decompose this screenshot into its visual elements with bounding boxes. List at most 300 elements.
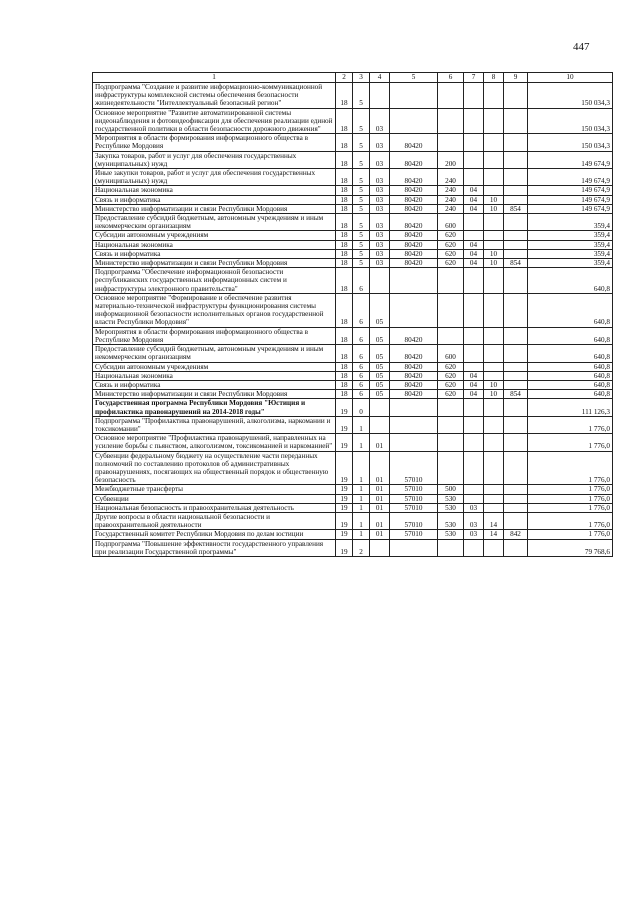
row-code-cell: 03 bbox=[370, 169, 390, 186]
row-code-cell: 04 bbox=[464, 186, 484, 195]
row-code-cell: 6 bbox=[353, 293, 370, 327]
row-code-cell: 80420 bbox=[390, 134, 438, 151]
row-code-cell: 854 bbox=[504, 390, 528, 399]
row-name-cell: Основное мероприятие "Профилактика правонарушений, направленных на усиление борьбы с пьянством, алкоголизмом, токсикоманией и наркоманией" bbox=[93, 434, 336, 451]
row-code-cell: 5 bbox=[353, 204, 370, 213]
row-code-cell: 80420 bbox=[390, 390, 438, 399]
row-code-cell bbox=[484, 108, 504, 134]
row-code-cell bbox=[464, 345, 484, 362]
row-code-cell bbox=[484, 434, 504, 451]
row-name-cell: Национальная экономика bbox=[93, 240, 336, 249]
row-code-cell bbox=[504, 151, 528, 168]
row-code-cell: 14 bbox=[484, 530, 504, 539]
row-name-cell: Предоставление субсидий бюджетным, автономным учреждениям и иным некоммерческим организациям bbox=[93, 214, 336, 231]
row-code-cell: 01 bbox=[370, 530, 390, 539]
row-code-cell: 05 bbox=[370, 293, 390, 327]
row-name-cell: Министерство информатизации и связи Республики Мордовия bbox=[93, 204, 336, 213]
row-code-cell: 14 bbox=[484, 512, 504, 529]
row-code-cell: 04 bbox=[464, 195, 484, 204]
row-name-cell: Закупка товаров, работ и услуг для обеспечения государственных (муниципальных) нужд bbox=[93, 151, 336, 168]
row-code-cell: 18 bbox=[336, 362, 353, 371]
row-amount-cell: 640,8 bbox=[528, 345, 613, 362]
row-code-cell: 80420 bbox=[390, 249, 438, 258]
row-code-cell: 57010 bbox=[390, 451, 438, 485]
table-row bbox=[93, 380, 613, 389]
row-code-cell bbox=[504, 231, 528, 240]
row-code-cell: 1 bbox=[353, 434, 370, 451]
column-header: 6 bbox=[438, 73, 464, 83]
row-name-cell: Субсидии автономным учреждениям bbox=[93, 231, 336, 240]
row-code-cell: 18 bbox=[336, 186, 353, 195]
row-code-cell: 19 bbox=[336, 530, 353, 539]
row-code-cell bbox=[464, 494, 484, 503]
row-code-cell bbox=[390, 268, 438, 294]
row-code-cell: 18 bbox=[336, 249, 353, 258]
row-code-cell: 19 bbox=[336, 485, 353, 494]
row-code-cell: 18 bbox=[336, 108, 353, 134]
table-row bbox=[93, 362, 613, 371]
row-code-cell bbox=[484, 231, 504, 240]
row-code-cell: 19 bbox=[336, 494, 353, 503]
row-amount-cell: 149 674,9 bbox=[528, 186, 613, 195]
budget-table bbox=[92, 72, 613, 557]
row-code-cell: 80420 bbox=[390, 151, 438, 168]
row-code-cell: 6 bbox=[353, 327, 370, 344]
row-name-cell: Межбюджетные трансферты bbox=[93, 485, 336, 494]
row-code-cell: 80420 bbox=[390, 259, 438, 268]
row-code-cell: 05 bbox=[370, 371, 390, 380]
row-code-cell bbox=[504, 451, 528, 485]
row-code-cell bbox=[390, 399, 438, 416]
table-row bbox=[93, 327, 613, 344]
table-row bbox=[93, 134, 613, 151]
row-name-cell: Связь и информатика bbox=[93, 195, 336, 204]
row-code-cell bbox=[504, 485, 528, 494]
row-code-cell bbox=[438, 108, 464, 134]
row-code-cell bbox=[464, 231, 484, 240]
row-code-cell bbox=[504, 186, 528, 195]
row-code-cell bbox=[370, 83, 390, 109]
row-code-cell bbox=[390, 416, 438, 433]
row-code-cell bbox=[464, 451, 484, 485]
row-code-cell: 620 bbox=[438, 231, 464, 240]
table-row bbox=[93, 512, 613, 529]
row-code-cell: 04 bbox=[464, 249, 484, 258]
table-row bbox=[93, 108, 613, 134]
row-code-cell: 18 bbox=[336, 327, 353, 344]
row-code-cell: 01 bbox=[370, 451, 390, 485]
table-row bbox=[93, 195, 613, 204]
row-code-cell bbox=[484, 539, 504, 556]
row-code-cell: 05 bbox=[370, 390, 390, 399]
row-code-cell bbox=[484, 485, 504, 494]
column-header: 1 bbox=[93, 73, 336, 83]
table-row bbox=[93, 371, 613, 380]
row-code-cell: 5 bbox=[353, 214, 370, 231]
row-code-cell bbox=[484, 214, 504, 231]
row-code-cell bbox=[370, 399, 390, 416]
table-header-row bbox=[93, 73, 613, 83]
row-code-cell: 57010 bbox=[390, 512, 438, 529]
table-row bbox=[93, 434, 613, 451]
row-code-cell: 05 bbox=[370, 362, 390, 371]
row-code-cell: 10 bbox=[484, 390, 504, 399]
table-row bbox=[93, 204, 613, 213]
table-row bbox=[93, 268, 613, 294]
row-code-cell: 18 bbox=[336, 345, 353, 362]
row-amount-cell: 640,8 bbox=[528, 390, 613, 399]
row-amount-cell: 1 776,0 bbox=[528, 530, 613, 539]
row-code-cell: 500 bbox=[438, 485, 464, 494]
row-code-cell bbox=[484, 416, 504, 433]
row-amount-cell: 150 034,3 bbox=[528, 134, 613, 151]
row-code-cell: 19 bbox=[336, 434, 353, 451]
row-name-cell: Другие вопросы в области национальной безопасности и правоохранительной деятельности bbox=[93, 512, 336, 529]
row-name-cell: Национальная экономика bbox=[93, 371, 336, 380]
row-code-cell bbox=[464, 293, 484, 327]
table-row bbox=[93, 451, 613, 485]
row-code-cell: 05 bbox=[370, 380, 390, 389]
row-name-cell: Государственная программа Республики Мордовия "Юстиция и профилактика правонарушений на 2014-2018 годы" bbox=[93, 399, 336, 416]
row-code-cell: 1 bbox=[353, 503, 370, 512]
row-code-cell bbox=[464, 434, 484, 451]
row-code-cell: 0 bbox=[353, 399, 370, 416]
row-amount-cell: 359,4 bbox=[528, 214, 613, 231]
row-code-cell: 530 bbox=[438, 494, 464, 503]
row-code-cell bbox=[484, 268, 504, 294]
row-code-cell bbox=[438, 451, 464, 485]
row-code-cell: 6 bbox=[353, 345, 370, 362]
row-code-cell: 1 bbox=[353, 494, 370, 503]
row-code-cell bbox=[484, 327, 504, 344]
row-amount-cell: 1 776,0 bbox=[528, 416, 613, 433]
table-row bbox=[93, 186, 613, 195]
row-amount-cell: 149 674,9 bbox=[528, 195, 613, 204]
table-row bbox=[93, 249, 613, 258]
row-code-cell bbox=[504, 268, 528, 294]
row-name-cell: Связь и информатика bbox=[93, 249, 336, 258]
row-code-cell: 240 bbox=[438, 169, 464, 186]
row-code-cell bbox=[504, 327, 528, 344]
row-code-cell bbox=[438, 434, 464, 451]
row-amount-cell: 1 776,0 bbox=[528, 512, 613, 529]
row-code-cell: 57010 bbox=[390, 485, 438, 494]
row-code-cell bbox=[464, 151, 484, 168]
row-amount-cell: 640,8 bbox=[528, 362, 613, 371]
row-code-cell: 5 bbox=[353, 134, 370, 151]
table-row bbox=[93, 345, 613, 362]
row-code-cell: 57010 bbox=[390, 530, 438, 539]
row-code-cell: 530 bbox=[438, 503, 464, 512]
row-code-cell bbox=[464, 485, 484, 494]
row-code-cell bbox=[484, 503, 504, 512]
row-code-cell bbox=[484, 169, 504, 186]
row-name-cell: Основное мероприятие "Развитие автоматизированной системы видеонаблюдения и фотовидеофиксации для обеспечения реализации единой государственной политики в области безопасности дорожного движения" bbox=[93, 108, 336, 134]
row-code-cell: 57010 bbox=[390, 503, 438, 512]
row-code-cell bbox=[504, 434, 528, 451]
row-code-cell: 80420 bbox=[390, 186, 438, 195]
row-code-cell bbox=[504, 380, 528, 389]
row-code-cell bbox=[464, 108, 484, 134]
row-code-cell bbox=[438, 399, 464, 416]
row-code-cell: 03 bbox=[464, 530, 484, 539]
row-code-cell bbox=[438, 83, 464, 109]
table-row bbox=[93, 231, 613, 240]
row-code-cell bbox=[464, 134, 484, 151]
row-code-cell: 80420 bbox=[390, 371, 438, 380]
row-name-cell: Подпрограмма "Повышение эффективности государственного управления при реализации Государственной программы" bbox=[93, 539, 336, 556]
table-row bbox=[93, 293, 613, 327]
row-code-cell: 1 bbox=[353, 485, 370, 494]
table-row bbox=[93, 169, 613, 186]
row-code-cell: 600 bbox=[438, 345, 464, 362]
row-name-cell: Министерство информатизации и связи Республики Мордовия bbox=[93, 259, 336, 268]
row-code-cell bbox=[504, 399, 528, 416]
row-code-cell: 854 bbox=[504, 259, 528, 268]
row-name-cell: Основное мероприятие "Формирование и обеспечение развития материально-технической инфраструктуры функционирования системы информационной безопасности исполнительных органов государственной власти Республики Мордовия" bbox=[93, 293, 336, 327]
row-code-cell bbox=[438, 539, 464, 556]
row-amount-cell: 640,8 bbox=[528, 327, 613, 344]
row-code-cell bbox=[484, 134, 504, 151]
row-code-cell bbox=[464, 539, 484, 556]
row-code-cell: 18 bbox=[336, 169, 353, 186]
row-code-cell: 240 bbox=[438, 195, 464, 204]
row-code-cell: 600 bbox=[438, 214, 464, 231]
row-code-cell bbox=[504, 249, 528, 258]
row-code-cell bbox=[438, 134, 464, 151]
row-code-cell bbox=[370, 416, 390, 433]
row-name-cell: Подпрограмма "Обеспечение информационной безопасности республиканских государственных информационных систем и инфраструктуры электронного правительства" bbox=[93, 268, 336, 294]
row-code-cell bbox=[438, 416, 464, 433]
row-code-cell bbox=[504, 108, 528, 134]
column-header: 8 bbox=[484, 73, 504, 83]
row-code-cell: 01 bbox=[370, 494, 390, 503]
column-header: 4 bbox=[370, 73, 390, 83]
row-code-cell bbox=[504, 214, 528, 231]
row-code-cell: 6 bbox=[353, 380, 370, 389]
row-code-cell: 80420 bbox=[390, 240, 438, 249]
row-code-cell bbox=[484, 240, 504, 249]
row-name-cell: Субвенции федеральному бюджету на осуществление части переданных полномочий по составлению протоколов об административных правонарушениях, посягающих на общественный порядок и общественную безопасность bbox=[93, 451, 336, 485]
row-amount-cell: 149 674,9 bbox=[528, 204, 613, 213]
table-row bbox=[93, 259, 613, 268]
row-code-cell bbox=[484, 293, 504, 327]
table-row bbox=[93, 240, 613, 249]
row-code-cell bbox=[464, 214, 484, 231]
table-body bbox=[93, 83, 613, 557]
row-code-cell bbox=[390, 293, 438, 327]
row-code-cell bbox=[504, 240, 528, 249]
row-code-cell: 80420 bbox=[390, 169, 438, 186]
row-amount-cell: 640,8 bbox=[528, 371, 613, 380]
row-code-cell: 80420 bbox=[390, 345, 438, 362]
row-code-cell: 620 bbox=[438, 249, 464, 258]
row-amount-cell: 1 776,0 bbox=[528, 434, 613, 451]
row-name-cell: Национальная безопасность и правоохранительная деятельность bbox=[93, 503, 336, 512]
table-row bbox=[93, 416, 613, 433]
column-header: 2 bbox=[336, 73, 353, 83]
row-code-cell: 620 bbox=[438, 380, 464, 389]
column-header: 3 bbox=[353, 73, 370, 83]
row-code-cell: 19 bbox=[336, 416, 353, 433]
row-code-cell: 18 bbox=[336, 214, 353, 231]
table-row bbox=[93, 214, 613, 231]
row-code-cell bbox=[504, 169, 528, 186]
row-code-cell: 5 bbox=[353, 108, 370, 134]
column-header: 9 bbox=[504, 73, 528, 83]
row-code-cell: 842 bbox=[504, 530, 528, 539]
row-name-cell: Подпрограмма "Создание и развитие информационно-коммуникационной инфраструктуры комплексной системы обеспечения безопасности жизнедеятельности "Интеллектуальный безопасный регион" bbox=[93, 83, 336, 109]
row-name-cell: Субвенции bbox=[93, 494, 336, 503]
row-code-cell: 5 bbox=[353, 231, 370, 240]
row-amount-cell: 111 126,3 bbox=[528, 399, 613, 416]
table-row bbox=[93, 151, 613, 168]
row-code-cell: 80420 bbox=[390, 327, 438, 344]
row-code-cell: 6 bbox=[353, 390, 370, 399]
row-code-cell: 1 bbox=[353, 416, 370, 433]
row-code-cell: 05 bbox=[370, 345, 390, 362]
table-row bbox=[93, 399, 613, 416]
row-amount-cell: 359,4 bbox=[528, 231, 613, 240]
row-code-cell bbox=[504, 134, 528, 151]
row-code-cell: 18 bbox=[336, 240, 353, 249]
row-amount-cell: 359,4 bbox=[528, 249, 613, 258]
row-code-cell: 01 bbox=[370, 485, 390, 494]
row-code-cell bbox=[390, 108, 438, 134]
row-code-cell: 5 bbox=[353, 259, 370, 268]
row-code-cell: 03 bbox=[370, 214, 390, 231]
row-amount-cell: 1 776,0 bbox=[528, 503, 613, 512]
row-code-cell bbox=[504, 416, 528, 433]
row-code-cell: 5 bbox=[353, 240, 370, 249]
row-code-cell: 80420 bbox=[390, 362, 438, 371]
row-code-cell: 200 bbox=[438, 151, 464, 168]
table-row bbox=[93, 503, 613, 512]
row-code-cell: 240 bbox=[438, 204, 464, 213]
row-code-cell bbox=[484, 371, 504, 380]
row-code-cell bbox=[484, 494, 504, 503]
row-amount-cell: 359,4 bbox=[528, 259, 613, 268]
row-name-cell: Субсидии автономным учреждениям bbox=[93, 362, 336, 371]
row-amount-cell: 149 674,9 bbox=[528, 169, 613, 186]
row-code-cell: 620 bbox=[438, 259, 464, 268]
row-code-cell: 03 bbox=[370, 186, 390, 195]
row-name-cell: Иные закупки товаров, работ и услуг для обеспечения государственных (муниципальных) нужд bbox=[93, 169, 336, 186]
row-code-cell: 6 bbox=[353, 268, 370, 294]
row-name-cell: Подпрограмма "Профилактика правонарушений, алкоголизма, наркомании и токсикомании" bbox=[93, 416, 336, 433]
row-amount-cell: 640,8 bbox=[528, 268, 613, 294]
row-code-cell bbox=[484, 451, 504, 485]
row-code-cell bbox=[464, 83, 484, 109]
row-code-cell: 19 bbox=[336, 503, 353, 512]
row-code-cell: 10 bbox=[484, 204, 504, 213]
table-row bbox=[93, 530, 613, 539]
row-code-cell bbox=[438, 293, 464, 327]
row-code-cell: 10 bbox=[484, 259, 504, 268]
row-code-cell: 10 bbox=[484, 380, 504, 389]
row-code-cell: 19 bbox=[336, 512, 353, 529]
row-code-cell: 01 bbox=[370, 512, 390, 529]
row-name-cell: Предоставление субсидий бюджетным, автономным учреждениям и иным некоммерческим организациям bbox=[93, 345, 336, 362]
row-code-cell: 240 bbox=[438, 186, 464, 195]
row-code-cell: 5 bbox=[353, 249, 370, 258]
row-name-cell: Государственный комитет Республики Мордовия по делам юстиции bbox=[93, 530, 336, 539]
row-code-cell: 10 bbox=[484, 195, 504, 204]
row-code-cell bbox=[438, 268, 464, 294]
row-name-cell: Связь и информатика bbox=[93, 380, 336, 389]
row-code-cell bbox=[370, 539, 390, 556]
row-code-cell: 2 bbox=[353, 539, 370, 556]
column-header: 7 bbox=[464, 73, 484, 83]
row-code-cell: 18 bbox=[336, 380, 353, 389]
row-code-cell bbox=[484, 345, 504, 362]
row-code-cell: 10 bbox=[484, 249, 504, 258]
row-code-cell: 620 bbox=[438, 240, 464, 249]
row-name-cell: Мероприятия в области формирования информационного общества в Республике Мордовия bbox=[93, 134, 336, 151]
table-row bbox=[93, 494, 613, 503]
row-code-cell bbox=[484, 186, 504, 195]
row-code-cell bbox=[504, 494, 528, 503]
row-code-cell: 03 bbox=[464, 503, 484, 512]
row-code-cell: 18 bbox=[336, 268, 353, 294]
row-code-cell: 6 bbox=[353, 371, 370, 380]
row-code-cell bbox=[464, 399, 484, 416]
row-code-cell: 80420 bbox=[390, 380, 438, 389]
row-code-cell: 18 bbox=[336, 259, 353, 268]
row-code-cell bbox=[504, 362, 528, 371]
row-code-cell: 19 bbox=[336, 451, 353, 485]
row-code-cell bbox=[504, 293, 528, 327]
row-code-cell: 5 bbox=[353, 169, 370, 186]
row-code-cell: 18 bbox=[336, 83, 353, 109]
row-code-cell: 5 bbox=[353, 151, 370, 168]
row-amount-cell: 640,8 bbox=[528, 380, 613, 389]
row-code-cell: 04 bbox=[464, 204, 484, 213]
row-code-cell bbox=[464, 362, 484, 371]
row-code-cell: 1 bbox=[353, 530, 370, 539]
row-code-cell: 03 bbox=[464, 512, 484, 529]
row-code-cell bbox=[484, 151, 504, 168]
row-code-cell: 80420 bbox=[390, 214, 438, 231]
row-code-cell bbox=[464, 268, 484, 294]
row-code-cell bbox=[464, 416, 484, 433]
row-code-cell: 03 bbox=[370, 195, 390, 204]
row-code-cell: 18 bbox=[336, 195, 353, 204]
row-code-cell bbox=[464, 327, 484, 344]
row-code-cell: 03 bbox=[370, 240, 390, 249]
row-code-cell bbox=[390, 539, 438, 556]
row-code-cell bbox=[438, 327, 464, 344]
row-code-cell: 620 bbox=[438, 390, 464, 399]
row-code-cell bbox=[370, 268, 390, 294]
row-code-cell bbox=[484, 362, 504, 371]
row-code-cell: 03 bbox=[370, 108, 390, 134]
row-code-cell: 5 bbox=[353, 83, 370, 109]
row-code-cell: 620 bbox=[438, 371, 464, 380]
row-code-cell: 18 bbox=[336, 204, 353, 213]
row-code-cell: 03 bbox=[370, 259, 390, 268]
table-row bbox=[93, 83, 613, 109]
row-code-cell: 5 bbox=[353, 195, 370, 204]
table-row bbox=[93, 485, 613, 494]
row-code-cell: 19 bbox=[336, 399, 353, 416]
table-row bbox=[93, 539, 613, 556]
row-code-cell: 80420 bbox=[390, 231, 438, 240]
row-code-cell bbox=[504, 539, 528, 556]
row-code-cell: 57010 bbox=[390, 494, 438, 503]
row-amount-cell: 79 768,6 bbox=[528, 539, 613, 556]
row-code-cell: 620 bbox=[438, 362, 464, 371]
